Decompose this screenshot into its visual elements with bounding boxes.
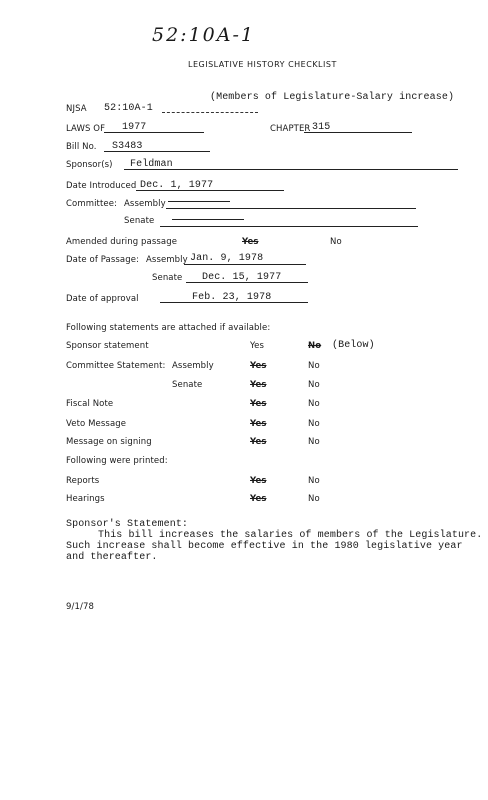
document-title: LEGISLATIVE HISTORY CHECKLIST	[188, 60, 337, 69]
approval-label: Date of approval	[66, 294, 139, 304]
hearings-yes: Yes	[250, 494, 267, 504]
message-signing-yes: Yes	[250, 437, 267, 447]
approval-underline	[160, 302, 308, 303]
bill-number-value: S3483	[112, 141, 143, 152]
laws-of-underline	[104, 132, 204, 133]
passage-label: Date of Passage:	[66, 255, 140, 265]
statement-line-1: This bill increases the salaries of members of the Legislature.	[98, 530, 483, 541]
sponsor-underline	[124, 169, 458, 170]
date-introduced-value: Dec. 1, 1977	[140, 180, 214, 191]
footer-date: 9/1/78	[66, 602, 94, 612]
attached-heading: Following statements are attached if available:	[66, 323, 271, 333]
sponsor-statement-label: Sponsor statement	[66, 341, 149, 351]
amended-no: No	[330, 237, 342, 247]
reports-label: Reports	[66, 476, 100, 486]
reports-no: No	[308, 476, 320, 486]
njsa-label: NJSA	[66, 104, 87, 114]
committee-statement-senate-label: Senate	[172, 380, 203, 390]
committee-senate-underline	[160, 226, 418, 227]
bill-number-underline	[104, 151, 210, 152]
committee-senate-mark	[172, 219, 244, 220]
committee-assembly-mark	[168, 201, 230, 202]
fiscal-note-label: Fiscal Note	[66, 399, 114, 409]
fiscal-note-yes: Yes	[250, 399, 267, 409]
committee-label: Committee:	[66, 199, 118, 209]
veto-message-no: No	[308, 419, 320, 429]
committee-statement-senate-no: No	[308, 380, 320, 390]
njsa-underline	[162, 112, 258, 113]
njsa-value: 52:10A-1	[104, 103, 153, 114]
passage-assembly-label: Assembly	[146, 255, 188, 265]
committee-assembly-label: Assembly	[124, 199, 166, 209]
committee-statement-assembly-label: Assembly	[172, 361, 214, 371]
passage-senate-underline	[186, 282, 308, 283]
committee-statement-assembly-yes: Yes	[250, 361, 267, 371]
passage-assembly-value: Jan. 9, 1978	[190, 253, 264, 264]
sponsor-statement-no: No	[308, 341, 322, 351]
chapter-value: 315	[312, 122, 331, 133]
laws-of-value: 1977	[122, 122, 147, 133]
fiscal-note-no: No	[308, 399, 320, 409]
committee-statement-assembly-no: No	[308, 361, 320, 371]
message-signing-label: Message on signing	[66, 437, 152, 447]
message-signing-no: No	[308, 437, 320, 447]
committee-statement-label: Committee Statement:	[66, 361, 166, 371]
sponsor-statement-note: (Below)	[332, 340, 375, 351]
reports-yes: Yes	[250, 476, 267, 486]
statement-line-2: Such increase shall become effective in the 1980 legislative year	[66, 541, 463, 552]
committee-senate-label: Senate	[124, 216, 155, 226]
sponsor-value: Feldman	[130, 159, 173, 170]
sponsor-statement-yes: Yes	[250, 341, 265, 351]
hearings-label: Hearings	[66, 494, 105, 504]
approval-value: Feb. 23, 1978	[192, 292, 272, 303]
chapter-underline	[304, 132, 412, 133]
date-introduced-underline	[136, 190, 284, 191]
sponsor-label: Sponsor(s)	[66, 160, 113, 170]
committee-assembly-underline	[166, 208, 416, 209]
committee-statement-senate-yes: Yes	[250, 380, 267, 390]
laws-of-label: LAWS OF	[66, 124, 106, 134]
amended-yes: Yes	[242, 237, 259, 247]
statement-heading: Sponsor's Statement:	[66, 519, 189, 530]
passage-assembly-underline	[184, 264, 306, 265]
veto-message-label: Veto Message	[66, 419, 127, 429]
amended-label: Amended during passage	[66, 237, 178, 247]
date-introduced-label: Date Introduced	[66, 181, 137, 191]
bill-number-label: Bill No.	[66, 142, 97, 152]
passage-senate-value: Dec. 15, 1977	[202, 272, 282, 283]
chapter-label: CHAPTER	[270, 124, 311, 134]
statement-line-3: and thereafter.	[66, 552, 158, 563]
hearings-no: No	[308, 494, 320, 504]
handwritten-statute-number: 52:10A-1	[152, 24, 255, 46]
subject-line: (Members of Legislature-Salary increase)	[210, 92, 455, 103]
passage-senate-label: Senate	[152, 273, 183, 283]
veto-message-yes: Yes	[250, 419, 267, 429]
printed-heading: Following were printed:	[66, 456, 168, 466]
